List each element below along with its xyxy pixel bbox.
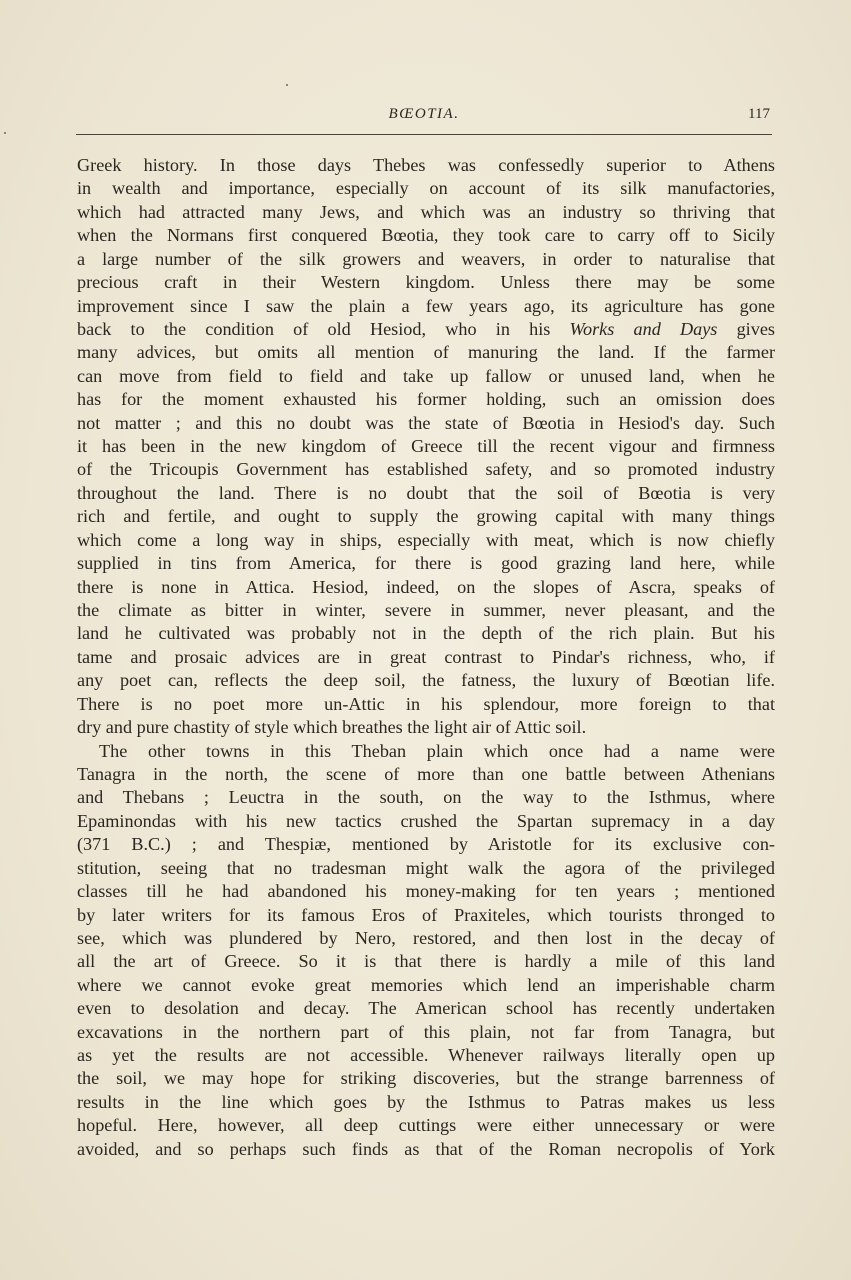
text-line: supplied in tins from America, for there is good grazing land here, while	[77, 553, 775, 574]
page-number: 117	[748, 106, 770, 122]
text-line: where we cannot evoke great memories which lend an imperishable charm	[77, 974, 775, 995]
paper-speck	[4, 132, 6, 134]
text-line: which come a long way in ships, especially with meat, which is now chiefly	[77, 529, 775, 550]
header-rule	[76, 134, 772, 135]
text-line: stitution, seeing that no tradesman might walk the agora of the privileged	[77, 857, 775, 878]
text-line: tame and prosaic advices are in great contrast to Pindar's richness, who, if	[77, 646, 775, 667]
text-line: of the Tricoupis Government has established safety, and so promoted industry	[77, 459, 775, 480]
text-line: avoided, and so perhaps such finds as that of the Roman necropolis of York	[77, 1138, 775, 1159]
text-line: There is no poet more un-Attic in his splendour, more foreign to that	[77, 693, 775, 714]
text-line: land he cultivated was probably not in the depth of the rich plain. But his	[77, 623, 775, 644]
text-line: many advices, but omits all mention of manuring the land. If the farmer	[77, 342, 775, 363]
text-line: see, which was plundered by Nero, restored, and then lost in the decay of	[77, 927, 775, 948]
text-line: results in the line which goes by the Isthmus to Patras makes us less	[77, 1091, 775, 1112]
text-line: dry and pure chastity of style which breathes the light air of Attic soil.	[77, 717, 587, 738]
book-title-italic: Works and Days	[569, 318, 718, 339]
text-line: classes till he had abandoned his money-making for ten years ; mentioned	[77, 881, 775, 902]
running-title: BŒOTIA.	[388, 106, 460, 122]
text-line: throughout the land. There is no doubt that the soil of Bœotia is very	[77, 482, 775, 503]
text-line: the soil, we may hope for striking discoveries, but the strange barrenness of	[77, 1068, 775, 1089]
paper-speck	[286, 84, 288, 86]
text-line: improvement since I saw the plain a few years ago, its agriculture has gone	[77, 295, 775, 316]
text-line: precious craft in their Western kingdom. Unless there may be some	[77, 272, 775, 293]
text-line: Tanagra in the north, the scene of more than one battle between Athenians	[77, 763, 775, 784]
text-line: all the art of Greece. So it is that there is hardly a mile of this land	[77, 951, 775, 972]
text-line: and Thebans ; Leuctra in the south, on the way to the Isthmus, where	[77, 787, 775, 808]
text-line: rich and fertile, and ought to supply the growing capital with many things	[77, 506, 775, 527]
text-line: hopeful. Here, however, all deep cuttings were either unnecessary or were	[77, 1115, 775, 1136]
text-line: can move from field to field and take up fallow or unused land, when he	[77, 365, 775, 386]
text-line: not matter ; and this no doubt was the state of Bœotia in Hesiod's day. Such	[77, 412, 775, 433]
text-line: excavations in the northern part of this plain, not far from Tanagra, but	[77, 1021, 775, 1042]
text-line: a large number of the silk growers and weavers, in order to naturalise that	[77, 248, 775, 269]
text-line: in wealth and importance, especially on account of its silk manufactories,	[77, 178, 775, 199]
text-line: even to desolation and decay. The American school has recently undertaken	[77, 998, 775, 1019]
text-line: back to the condition of old Hesiod, who in his Works and Days gives	[77, 318, 775, 339]
text-line: The other towns in this Theban plain which once had a name were	[99, 740, 775, 761]
text-line: the climate as bitter in winter, severe in summer, never pleasant, and the	[77, 600, 775, 621]
text-line: (371 B.C.) ; and Thespiæ, mentioned by Aristotle for its exclusive con-	[77, 834, 775, 855]
text-line: as yet the results are not accessible. Whenever railways literally open up	[77, 1045, 775, 1066]
text-line: Greek history. In those days Thebes was confessedly superior to Athens	[77, 155, 775, 175]
text-line: there is none in Attica. Hesiod, indeed, on the slopes of Ascra, speaks of	[77, 576, 775, 597]
text-line: when the Normans first conquered Bœotia, they took care to carry off to Sicily	[77, 225, 775, 246]
text-line: has for the moment exhausted his former holding, such an omission does	[77, 389, 775, 410]
text-line: by later writers for its famous Eros of Praxiteles, which tourists thronged to	[77, 904, 775, 925]
text-line: any poet can, reflects the deep soil, the fatness, the luxury of Bœotian life.	[77, 670, 775, 691]
page-header	[76, 104, 772, 130]
text-line: it has been in the new kingdom of Greece till the recent vigour and firmness	[77, 436, 775, 457]
text-line: which had attracted many Jews, and which was an industry so thriving that	[77, 201, 775, 222]
body-text	[77, 154, 775, 1161]
text-line: Epaminondas with his new tactics crushed the Spartan supremacy in a day	[77, 810, 775, 831]
